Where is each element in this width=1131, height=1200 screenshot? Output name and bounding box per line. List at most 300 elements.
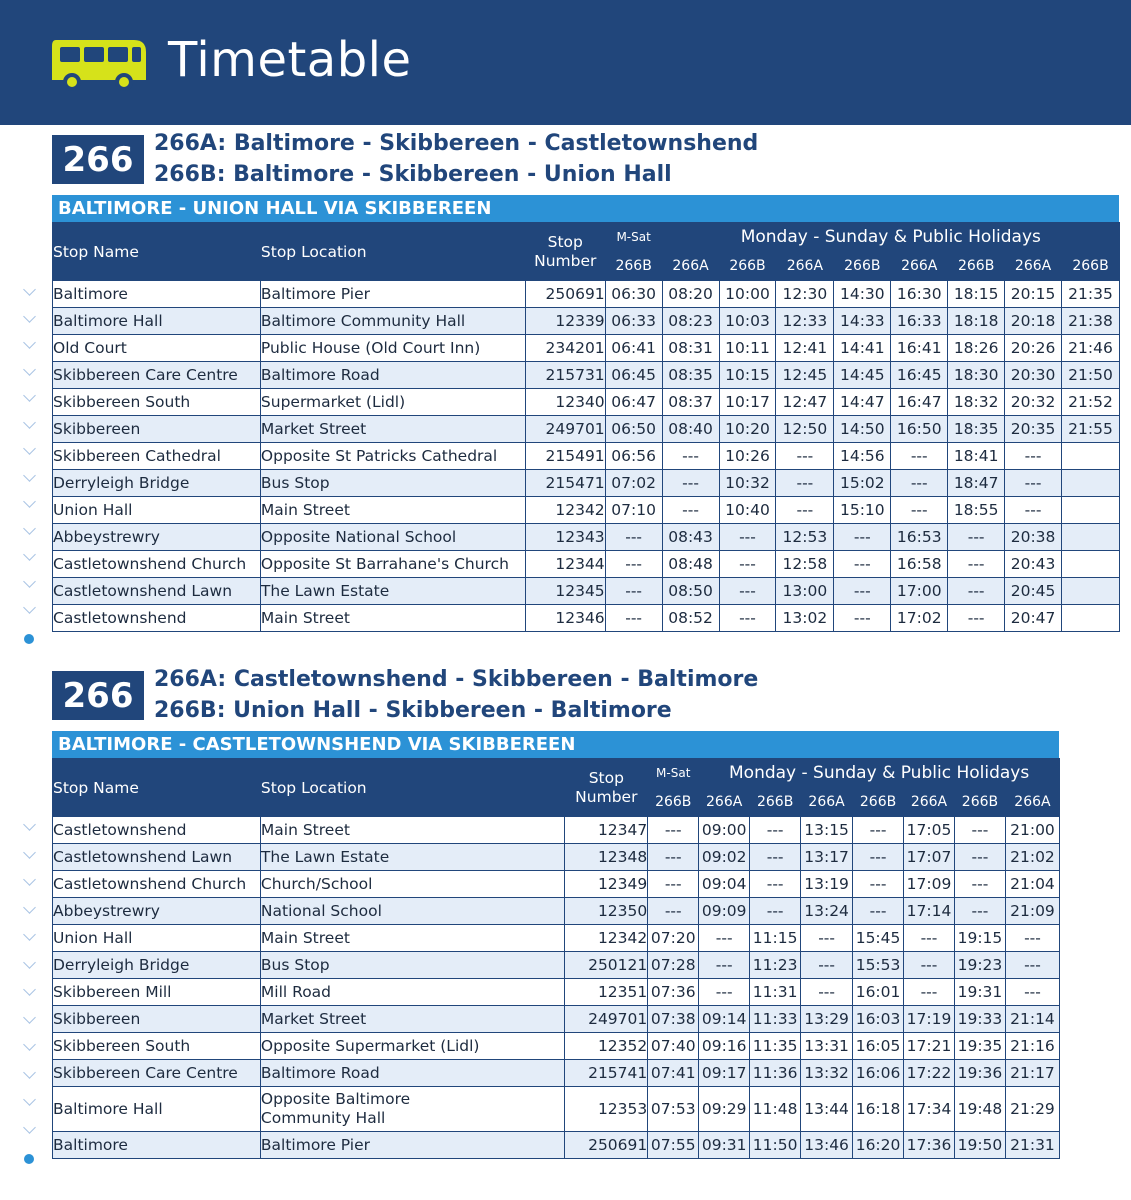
table-row: [53, 898, 1060, 925]
chevron-down-icon: [23, 310, 36, 323]
departure-time: ---: [948, 578, 1005, 605]
departure-time: 16:03: [853, 1006, 904, 1033]
table-row: [53, 925, 1060, 952]
stop-location: Bus Stop: [260, 952, 564, 979]
stop-name: Castletownshend Church: [53, 871, 261, 898]
departure-time: ---: [662, 470, 719, 497]
departure-time: 16:05: [853, 1033, 904, 1060]
stop-number: 234201: [525, 335, 605, 362]
departure-time: 18:41: [948, 443, 1005, 470]
departure-time: 07:02: [605, 470, 662, 497]
departure-time: 20:18: [1005, 308, 1062, 335]
departure-time: 16:30: [891, 281, 948, 308]
departure-time: 08:35: [662, 362, 719, 389]
departure-time: 16:58: [891, 551, 948, 578]
departure-time: ---: [904, 925, 955, 952]
departure-time: 17:07: [904, 844, 955, 871]
departure-time: ---: [834, 551, 891, 578]
departure-time: 16:18: [853, 1087, 904, 1132]
departure-time: ---: [948, 551, 1005, 578]
departure-time: 10:32: [719, 470, 776, 497]
departure-time: 19:35: [954, 1033, 1005, 1060]
departure-time: 16:20: [853, 1132, 904, 1159]
stop-location: Baltimore Community Hall: [260, 308, 525, 335]
departure-time: 17:14: [904, 898, 955, 925]
route-code-header: 266B: [719, 252, 776, 281]
departure-time: [1062, 578, 1120, 605]
departure-time: 13:31: [801, 1033, 853, 1060]
departure-time: 13:46: [801, 1132, 853, 1159]
departure-time: ---: [904, 952, 955, 979]
departure-time: 20:30: [1005, 362, 1062, 389]
stop-name: Baltimore: [53, 281, 261, 308]
departure-time: 14:45: [834, 362, 891, 389]
bus-icon: [50, 36, 148, 94]
departure-time: 14:47: [834, 389, 891, 416]
departure-time: 12:41: [776, 335, 834, 362]
outbound-timetable: [52, 222, 1120, 632]
stop-number: 12347: [565, 817, 648, 844]
stop-number: 12346: [525, 605, 605, 632]
stop-name: Skibbereen: [53, 416, 261, 443]
departure-time: 16:41: [891, 335, 948, 362]
departure-time: 21:55: [1062, 416, 1120, 443]
stop-name: Old Court: [53, 335, 261, 362]
route-code-header: 266A: [1005, 252, 1062, 281]
departure-time: [1062, 551, 1120, 578]
departure-time: 13:32: [801, 1060, 853, 1087]
departure-time: 10:26: [719, 443, 776, 470]
stop-name: Skibbereen Care Centre: [53, 362, 261, 389]
departure-time: 17:09: [904, 871, 955, 898]
departure-time: 13:15: [801, 817, 853, 844]
chevron-down-icon: [23, 575, 36, 588]
departure-time: 16:01: [853, 979, 904, 1006]
departure-time: ---: [891, 497, 948, 524]
departure-time: ---: [954, 817, 1005, 844]
stop-location: Main Street: [260, 497, 525, 524]
chevron-down-icon: [23, 1038, 36, 1051]
departure-time: 17:00: [891, 578, 948, 605]
table-row: [53, 551, 1120, 578]
stop-number: 215471: [525, 470, 605, 497]
stop-number: 12344: [525, 551, 605, 578]
departure-time: ---: [699, 925, 750, 952]
stop-number: 12340: [525, 389, 605, 416]
departure-time: 06:47: [605, 389, 662, 416]
departure-time: ---: [948, 605, 1005, 632]
msat-header: M-Sat: [605, 223, 662, 252]
chevron-down-icon: [23, 548, 36, 561]
departure-time: ---: [605, 524, 662, 551]
table-row: [53, 1006, 1060, 1033]
stop-name-header: Stop Name: [53, 223, 261, 281]
departure-time: 20:15: [1005, 281, 1062, 308]
departure-time: ---: [750, 844, 801, 871]
departure-time: 12:47: [776, 389, 834, 416]
departure-time: 17:34: [904, 1087, 955, 1132]
departure-time: ---: [605, 578, 662, 605]
departure-time: 08:23: [662, 308, 719, 335]
table-row: [53, 952, 1060, 979]
route-number-badge: 266: [52, 135, 144, 184]
departure-time: ---: [801, 925, 853, 952]
stop-number-header: Stop Number: [525, 223, 605, 281]
departure-time: 06:33: [605, 308, 662, 335]
departure-time: 11:15: [750, 925, 801, 952]
departure-time: 12:53: [776, 524, 834, 551]
table-row: [53, 605, 1120, 632]
departure-time: [1062, 605, 1120, 632]
route-code-header: 266A: [776, 252, 834, 281]
stop-name-header: Stop Name: [53, 759, 261, 817]
departure-time: 08:52: [662, 605, 719, 632]
departure-time: 21:38: [1062, 308, 1120, 335]
table-row: [53, 497, 1120, 524]
departure-time: 17:22: [904, 1060, 955, 1087]
departure-time: 11:31: [750, 979, 801, 1006]
table-row: [53, 443, 1120, 470]
departure-time: 21:29: [1005, 1087, 1059, 1132]
route-end-dot-icon: [24, 1154, 34, 1164]
stop-number: 250691: [525, 281, 605, 308]
departure-time: [1062, 497, 1120, 524]
departure-time: 10:11: [719, 335, 776, 362]
chevron-down-icon: [23, 873, 36, 886]
stop-location-header: Stop Location: [260, 759, 564, 817]
departure-time: ---: [776, 443, 834, 470]
departure-time: ---: [834, 524, 891, 551]
departure-time: ---: [954, 898, 1005, 925]
stop-name: Skibbereen Care Centre: [53, 1060, 261, 1087]
table-row: [53, 308, 1120, 335]
departure-time: 21:46: [1062, 335, 1120, 362]
departure-time: 21:02: [1005, 844, 1059, 871]
departure-time: 14:30: [834, 281, 891, 308]
departure-time: ---: [891, 470, 948, 497]
departure-time: 08:37: [662, 389, 719, 416]
stop-number: 12339: [525, 308, 605, 335]
stop-number: 12353: [565, 1087, 648, 1132]
departure-time: 18:30: [948, 362, 1005, 389]
departure-time: ---: [891, 443, 948, 470]
departure-time: ---: [834, 578, 891, 605]
departure-time: 18:26: [948, 335, 1005, 362]
departure-time: [1062, 443, 1120, 470]
page-title: Timetable: [168, 32, 412, 88]
departure-time: ---: [954, 844, 1005, 871]
stop-location: Main Street: [260, 605, 525, 632]
stop-name: Castletownshend: [53, 817, 261, 844]
stop-location: Market Street: [260, 1006, 564, 1033]
departure-time: 12:33: [776, 308, 834, 335]
stop-name: Abbeystrewry: [53, 524, 261, 551]
table-row: [53, 817, 1060, 844]
stop-name: Skibbereen: [53, 1006, 261, 1033]
departure-time: ---: [1005, 497, 1062, 524]
route-line-decoration: [22, 820, 36, 1170]
chevron-down-icon: [23, 495, 36, 508]
departure-time: 20:26: [1005, 335, 1062, 362]
departure-time: 13:17: [801, 844, 853, 871]
stop-location: The Lawn Estate: [260, 578, 525, 605]
stop-name: Baltimore: [53, 1132, 261, 1159]
chevron-down-icon: [23, 522, 36, 535]
route-end-dot-icon: [24, 634, 34, 644]
stop-name: Baltimore Hall: [53, 1087, 261, 1132]
departure-time: 16:33: [891, 308, 948, 335]
page-header: [0, 0, 1131, 125]
route-number-badge: 266: [52, 671, 144, 720]
departure-time: 16:50: [891, 416, 948, 443]
departure-time: 13:29: [801, 1006, 853, 1033]
departure-time: 13:00: [776, 578, 834, 605]
stop-location: Baltimore Pier: [260, 1132, 564, 1159]
chevron-down-icon: [23, 469, 36, 482]
inbound-timetable: [52, 758, 1060, 1159]
stop-name: Skibbereen Mill: [53, 979, 261, 1006]
stop-number-header: Stop Number: [565, 759, 648, 817]
departure-time: ---: [904, 979, 955, 1006]
table-row: [53, 578, 1120, 605]
stop-location: Baltimore Road: [260, 1060, 564, 1087]
stop-location: Baltimore Pier: [260, 281, 525, 308]
stop-location: Opposite Baltimore Community Hall: [260, 1087, 564, 1132]
stop-number: 12349: [565, 871, 648, 898]
departure-time: 16:06: [853, 1060, 904, 1087]
departure-time: 21:35: [1062, 281, 1120, 308]
table-row: [53, 1132, 1060, 1159]
stop-location-header: Stop Location: [260, 223, 525, 281]
stop-location: Main Street: [260, 817, 564, 844]
chevron-down-icon: [23, 389, 36, 402]
departure-time: ---: [648, 817, 699, 844]
departure-time: 16:47: [891, 389, 948, 416]
departure-time: 20:32: [1005, 389, 1062, 416]
stop-number: 215731: [525, 362, 605, 389]
days-header: Monday - Sunday & Public Holidays: [699, 759, 1060, 788]
departure-time: 15:10: [834, 497, 891, 524]
departure-time: 14:33: [834, 308, 891, 335]
departure-time: 14:41: [834, 335, 891, 362]
departure-time: ---: [648, 871, 699, 898]
chevron-down-icon: [23, 416, 36, 429]
stop-number: 12352: [565, 1033, 648, 1060]
stop-location: National School: [260, 898, 564, 925]
route-code-header: 266B: [1062, 252, 1120, 281]
departure-time: ---: [776, 470, 834, 497]
departure-time: 19:31: [954, 979, 1005, 1006]
stop-location: Main Street: [260, 925, 564, 952]
stop-number: 250121: [565, 952, 648, 979]
departure-time: 09:14: [699, 1006, 750, 1033]
departure-time: 09:17: [699, 1060, 750, 1087]
route-code-header: 266A: [662, 252, 719, 281]
departure-time: 09:16: [699, 1033, 750, 1060]
departure-time: 20:38: [1005, 524, 1062, 551]
table-row: [53, 470, 1120, 497]
stop-name: Skibbereen Cathedral: [53, 443, 261, 470]
stop-number: 12345: [525, 578, 605, 605]
stop-location: Baltimore Road: [260, 362, 525, 389]
route-description-266a: 266A: Castletownshend - Skibbereen - Baltimore: [154, 667, 759, 692]
stop-number: 12351: [565, 979, 648, 1006]
departure-time: 15:45: [853, 925, 904, 952]
departure-time: 11:50: [750, 1132, 801, 1159]
route-code-header: 266A: [891, 252, 948, 281]
stop-location: Mill Road: [260, 979, 564, 1006]
chevron-down-icon: [23, 1093, 36, 1106]
stop-location: Opposite St Patricks Cathedral: [260, 443, 525, 470]
departure-time: ---: [662, 443, 719, 470]
stop-name: Union Hall: [53, 497, 261, 524]
departure-time: ---: [1005, 470, 1062, 497]
departure-time: 21:04: [1005, 871, 1059, 898]
departure-time: 10:03: [719, 308, 776, 335]
departure-time: 20:35: [1005, 416, 1062, 443]
departure-time: 17:02: [891, 605, 948, 632]
departure-time: ---: [719, 551, 776, 578]
departure-time: 07:53: [648, 1087, 699, 1132]
departure-time: 18:55: [948, 497, 1005, 524]
departure-time: ---: [1005, 925, 1059, 952]
departure-time: 07:40: [648, 1033, 699, 1060]
departure-time: 19:33: [954, 1006, 1005, 1033]
departure-time: 07:36: [648, 979, 699, 1006]
departure-time: ---: [750, 871, 801, 898]
departure-time: 10:00: [719, 281, 776, 308]
departure-time: 07:10: [605, 497, 662, 524]
stop-location: Market Street: [260, 416, 525, 443]
stop-number: 250691: [565, 1132, 648, 1159]
departure-time: 18:15: [948, 281, 1005, 308]
route-code-header: 266A: [904, 788, 955, 817]
departure-time: 11:23: [750, 952, 801, 979]
departure-time: ---: [1005, 443, 1062, 470]
departure-time: 20:45: [1005, 578, 1062, 605]
departure-time: 09:02: [699, 844, 750, 871]
departure-time: ---: [699, 979, 750, 1006]
departure-time: 06:50: [605, 416, 662, 443]
departure-time: 13:02: [776, 605, 834, 632]
departure-time: 09:00: [699, 817, 750, 844]
departure-time: 07:55: [648, 1132, 699, 1159]
departure-time: ---: [719, 605, 776, 632]
table-row: [53, 979, 1060, 1006]
route-code-header: 266B: [954, 788, 1005, 817]
departure-time: 06:30: [605, 281, 662, 308]
departure-time: 16:53: [891, 524, 948, 551]
route-code-header: 266B: [834, 252, 891, 281]
departure-time: 12:30: [776, 281, 834, 308]
departure-time: 21:00: [1005, 817, 1059, 844]
stop-name: Castletownshend Lawn: [53, 844, 261, 871]
departure-time: 10:40: [719, 497, 776, 524]
route-code-header: 266B: [750, 788, 801, 817]
stop-location: Public House (Old Court Inn): [260, 335, 525, 362]
departure-time: ---: [853, 844, 904, 871]
stop-number: 12342: [525, 497, 605, 524]
departure-time: 09:31: [699, 1132, 750, 1159]
departure-time: ---: [605, 551, 662, 578]
departure-time: 16:45: [891, 362, 948, 389]
departure-time: 14:50: [834, 416, 891, 443]
departure-time: 18:47: [948, 470, 1005, 497]
stop-number: 215491: [525, 443, 605, 470]
departure-time: 20:47: [1005, 605, 1062, 632]
route-description-266a: 266A: Baltimore - Skibbereen - Castletownshend: [154, 131, 759, 156]
stop-location: Bus Stop: [260, 470, 525, 497]
departure-time: 15:53: [853, 952, 904, 979]
route-code-header: 266B: [853, 788, 904, 817]
chevron-down-icon: [23, 1066, 36, 1079]
stop-name: Baltimore Hall: [53, 308, 261, 335]
departure-time: 11:48: [750, 1087, 801, 1132]
table-row: [53, 871, 1060, 898]
departure-time: ---: [834, 605, 891, 632]
departure-time: ---: [801, 952, 853, 979]
chevron-down-icon: [23, 928, 36, 941]
departure-time: 12:45: [776, 362, 834, 389]
departure-time: 13:19: [801, 871, 853, 898]
departure-time: 21:50: [1062, 362, 1120, 389]
stop-name: Union Hall: [53, 925, 261, 952]
departure-time: ---: [719, 578, 776, 605]
stop-name: Castletownshend Church: [53, 551, 261, 578]
departure-time: ---: [662, 497, 719, 524]
departure-time: 10:15: [719, 362, 776, 389]
chevron-down-icon: [23, 983, 36, 996]
departure-time: ---: [801, 979, 853, 1006]
route-line-decoration: [22, 285, 36, 640]
departure-time: 14:56: [834, 443, 891, 470]
departure-time: 19:48: [954, 1087, 1005, 1132]
departure-time: 06:56: [605, 443, 662, 470]
departure-time: 12:58: [776, 551, 834, 578]
departure-time: ---: [853, 817, 904, 844]
chevron-down-icon: [23, 846, 36, 859]
stop-name: Skibbereen South: [53, 389, 261, 416]
departure-time: 08:50: [662, 578, 719, 605]
departure-time: 08:48: [662, 551, 719, 578]
stop-name: Skibbereen South: [53, 1033, 261, 1060]
stop-name: Castletownshend Lawn: [53, 578, 261, 605]
route-code-header: 266B: [605, 252, 662, 281]
departure-time: 20:43: [1005, 551, 1062, 578]
table-row: [53, 389, 1120, 416]
table-row: [53, 335, 1120, 362]
stop-location: Opposite National School: [260, 524, 525, 551]
departure-time: 17:05: [904, 817, 955, 844]
stop-name: Abbeystrewry: [53, 898, 261, 925]
departure-time: 17:19: [904, 1006, 955, 1033]
departure-time: ---: [699, 952, 750, 979]
departure-time: 09:29: [699, 1087, 750, 1132]
departure-time: 08:43: [662, 524, 719, 551]
departure-time: 12:50: [776, 416, 834, 443]
stop-name: Derryleigh Bridge: [53, 470, 261, 497]
chevron-down-icon: [23, 363, 36, 376]
departure-time: ---: [750, 817, 801, 844]
stop-number: 249701: [525, 416, 605, 443]
departure-time: 08:40: [662, 416, 719, 443]
departure-time: 06:41: [605, 335, 662, 362]
route-code-header: 266B: [948, 252, 1005, 281]
route-description-266b: 266B: Baltimore - Skibbereen - Union Hall: [154, 162, 672, 187]
stop-number: 12350: [565, 898, 648, 925]
chevron-down-icon: [23, 601, 36, 614]
route-code-header: 266A: [699, 788, 750, 817]
